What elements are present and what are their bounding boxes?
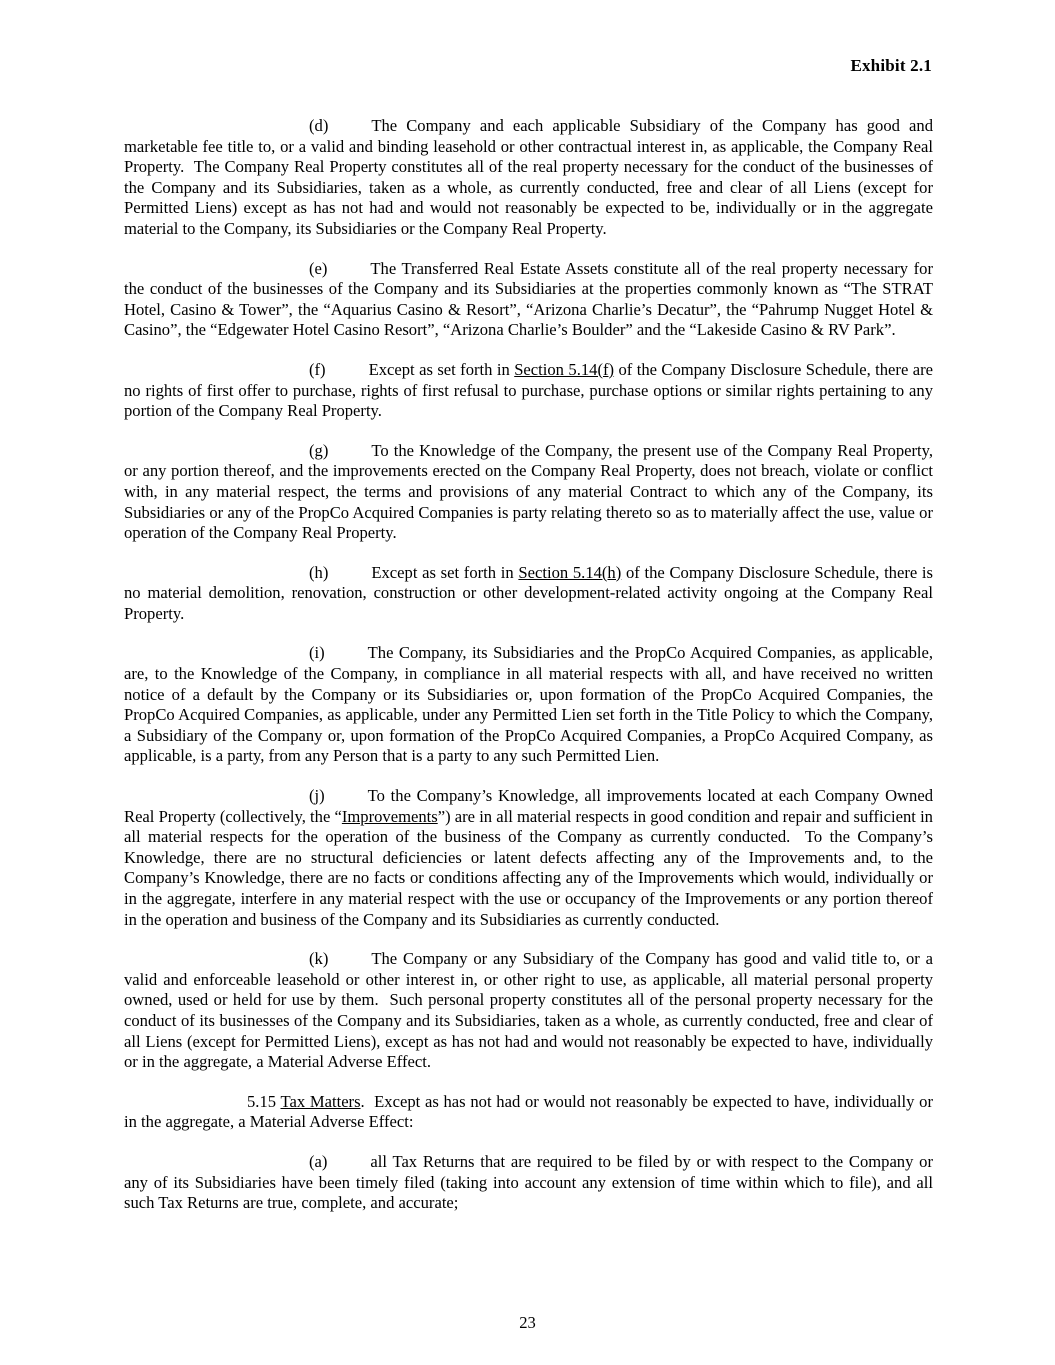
- paragraph-text: Except as set forth in: [368, 359, 515, 379]
- section-heading-paragraph: [124, 1092, 933, 1133]
- subsection-paragraph: [124, 563, 933, 625]
- paragraph-marker: (a): [309, 1151, 328, 1171]
- page-number: 23: [519, 1313, 536, 1332]
- subsection-paragraph: [124, 259, 933, 341]
- paragraph-text: To the Knowledge of the Company, the present use of the Company Real Property, or any portion thereof, and the improvements erected on the Company Real Property, does not breach, violate or conflict with, in any material respect, the terms and provisions of any material Contract to which any of the Company, its Subsidiaries or any of the PropCo Acquired Companies is party relating thereto so as to materially affect the use, value or operation of the Company Real Property.: [124, 440, 933, 543]
- exhibit-label: Exhibit 2.1: [850, 56, 932, 75]
- underlined-term: Section 5.14(h): [518, 562, 622, 582]
- paragraph-text: The Transferred Real Estate Assets constitute all of the real property necessary for the conduct of the businesses of the Company and its Subsidiaries at the properties commonly known as “The STRAT Hotel, Casino & Tower”, the “Aquarius Casino & Resort”, “Arizona Charlie’s Decatur”, the “Pahrump Nugget Hotel & Casino”, the “Edgewater Hotel Casino Resort”, “Arizona Charlie’s Boulder” and the “Lakeside Casino & RV Park”.: [124, 258, 933, 340]
- underlined-term: Improvements: [341, 806, 438, 826]
- paragraph-marker: (h): [309, 562, 329, 582]
- paragraph-marker: (i): [309, 643, 325, 663]
- paragraph-marker: 5.15: [247, 1091, 277, 1111]
- paragraph-text: . Except as has not had or would not reasonably be expected to have, individually or in the aggregate, a Material Adverse Effect:: [124, 1091, 933, 1132]
- paragraph-text: The Company or any Subsidiary of the Company has good and valid title to, or a valid and enforceable leasehold or other interest in, or other right to use, as applicable, all material personal property owned, used or held for use by them. Such personal property constitutes all of the personal property necessary for the conduct of its businesses of the Company and its Subsidiaries, taken as a whole, as currently conducted, free and clear of all Liens (except for Permitted Liens), except as has not had and would not reasonably be expected to have, individually or in the aggregate, a Material Adverse Effect.: [124, 949, 933, 1072]
- paragraph-marker: (j): [309, 786, 325, 806]
- paragraph-marker: (g): [309, 440, 329, 460]
- paragraph-marker: (e): [309, 258, 328, 278]
- subsection-paragraph: [124, 1152, 933, 1214]
- paragraph-text: of the Company Disclosure Schedule, there is no material demolition, renovation, construction or other development-related activity ongoing at the Company Real Property.: [124, 562, 934, 623]
- document-body: [124, 116, 933, 1233]
- subsection-paragraph: [124, 786, 933, 930]
- paragraph-text: The Company and each applicable Subsidiary of the Company has good and marketable fee title to, or a valid and binding leasehold or other contractual interest in, as applicable, the Company Real Property. The Company Real Property constitutes all of the real property necessary for the conduct of the businesses of the Company and its Subsidiaries, taken as a whole, as currently conducted, free and clear of all Liens (except for Permitted Liens) except as has not had and would not reasonably be expected to be, individually or in the aggregate material to the Company, its Subsidiaries or the Company Real Property.: [124, 116, 933, 238]
- underlined-term: Tax Matters: [280, 1091, 361, 1111]
- subsection-paragraph: [124, 116, 933, 240]
- subsection-paragraph: [124, 441, 933, 544]
- subsection-paragraph: [124, 643, 933, 767]
- paragraph-text: To the Company’s Knowledge, all improvements located at each Company Owned Real Property (collectively, the “: [124, 786, 933, 826]
- paragraph-text: all Tax Returns that are required to be filed by or with respect to the Company or any of its Subsidiaries have been timely filed (taking into account any extension of time within which to file), and all such Tax Returns are true, complete, and accurate;: [124, 1151, 933, 1213]
- paragraph-text: of the Company Disclosure Schedule, there are no rights of first offer to purchase, rights of first refusal to purchase, purchase options or similar rights pertaining to any portion of the Company Real Property.: [124, 359, 933, 421]
- subsection-paragraph: [124, 949, 933, 1073]
- paragraph-marker: (f): [309, 359, 326, 379]
- paragraph-text: Except as set forth in: [371, 562, 519, 582]
- paragraph-marker: (k): [309, 949, 329, 969]
- paragraph-text: The Company, its Subsidiaries and the PropCo Acquired Companies, as applicable, are, to the Knowledge of the Company, in compliance in all material respects with all, and have received no written notice of a default by the Company or its Subsidiaries or, upon formation of the PropCo Acquired Companies, the PropCo Acquired Companies, as applicable, under any Permitted Lien set forth in the Title Policy to which the Company, a Subsidiary of the Company or, upon formation of the PropCo Acquired Companies, a PropCo Acquired Company, as applicable, is a party, from any Person that is a party to any such Permitted Lien.: [124, 643, 933, 766]
- subsection-paragraph: [124, 360, 933, 422]
- paragraph-marker: (d): [309, 116, 329, 135]
- paragraph-text: ”) are in all material respects in good condition and repair and sufficient in all material respects for the operation of the business of the Company as currently conducted. To the Company’s Knowledge, there are no structural deficiencies or latent defects affecting any of the Improvements and, to the Company’s Knowledge, there are no facts or conditions affecting any of the Improvements which would, individually or in the aggregate, interfere in any material respect with the use or occupancy of the Improvements or any portion thereof in the operation and business of the Company and its Subsidiaries as currently conducted.: [124, 806, 933, 929]
- underlined-term: Section 5.14(f): [514, 359, 615, 379]
